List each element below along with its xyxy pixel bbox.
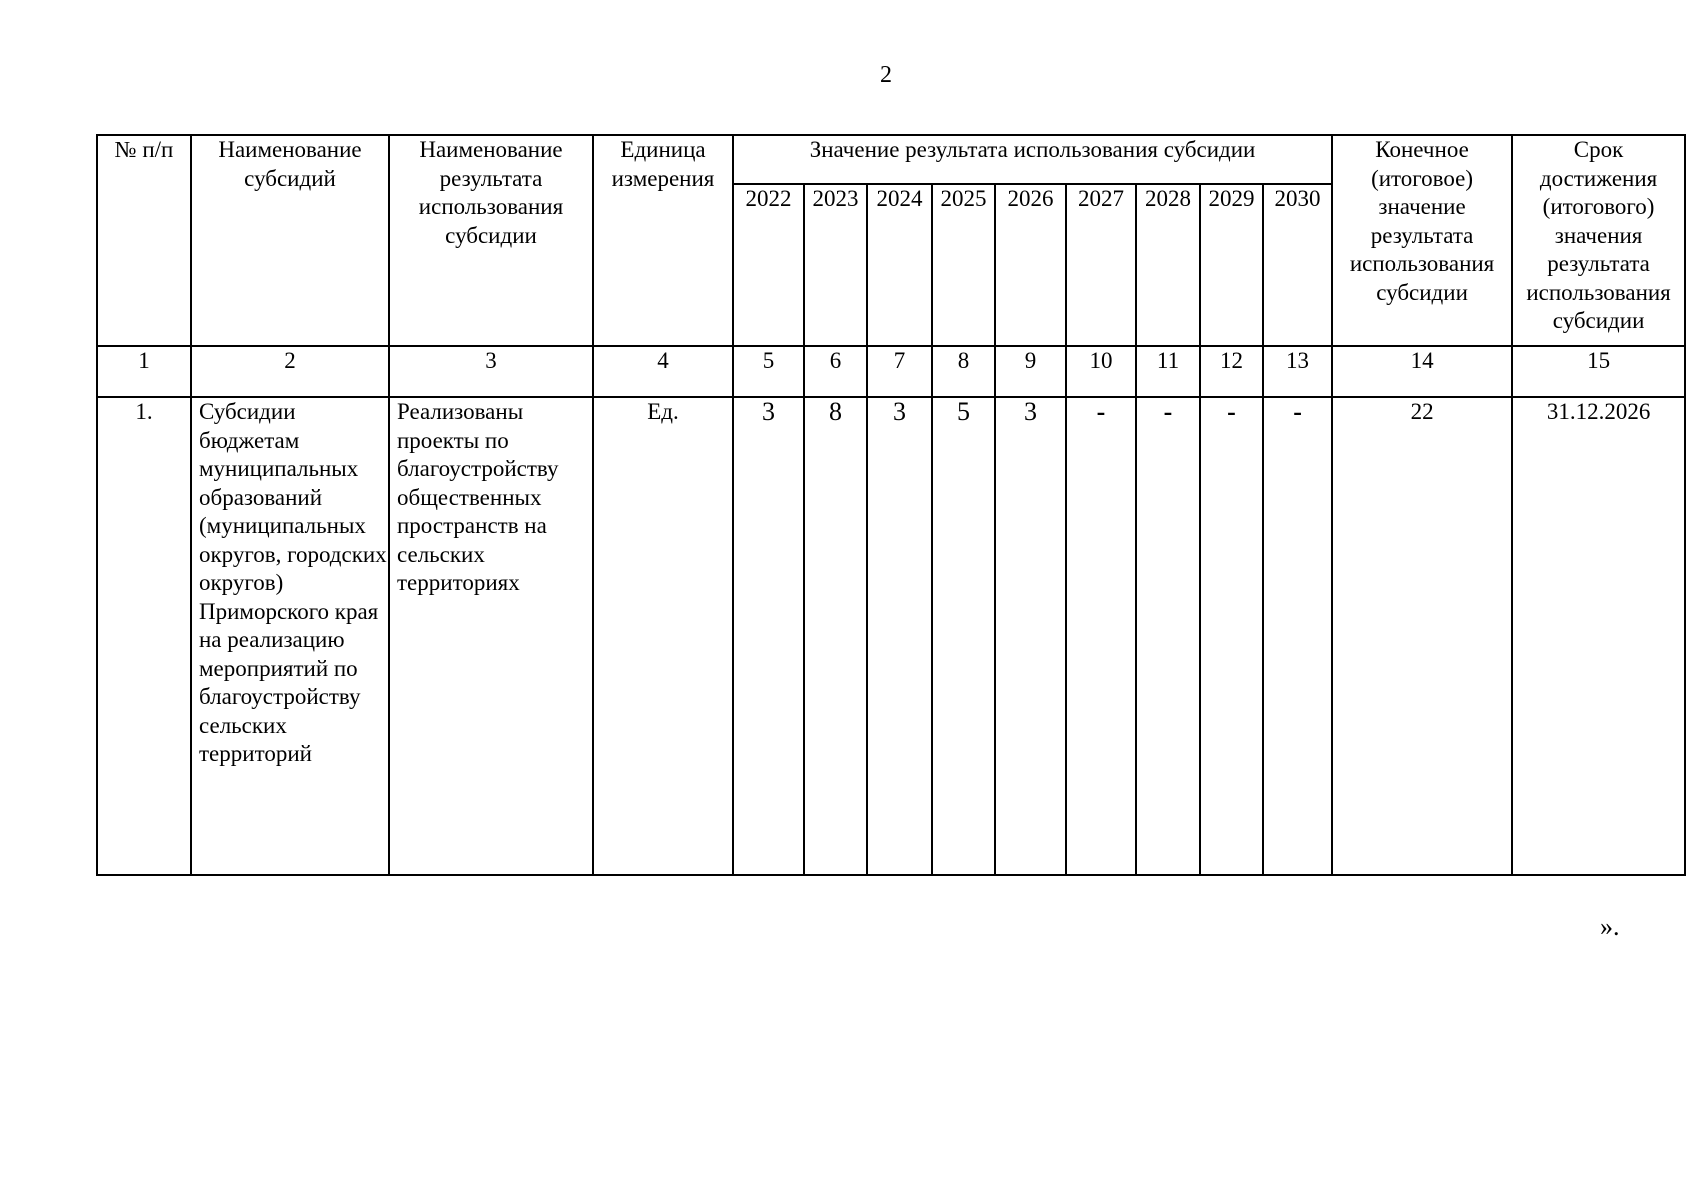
header-year: 2027 xyxy=(1066,184,1136,346)
row-number: 1. xyxy=(97,397,191,875)
header-year: 2028 xyxy=(1136,184,1200,346)
column-number: 11 xyxy=(1136,346,1200,397)
table-row xyxy=(97,397,1685,875)
value-2030: - xyxy=(1263,397,1332,875)
value-2028: - xyxy=(1136,397,1200,875)
header-year: 2023 xyxy=(804,184,867,346)
column-number: 7 xyxy=(867,346,932,397)
value-2024: 3 xyxy=(867,397,932,875)
header-result-name: Наименование результата использования субсидии xyxy=(389,135,593,346)
value-2025: 5 xyxy=(932,397,995,875)
result-name-cell: Реализованы проекты по благоустройству общественных пространств на сельских территориях xyxy=(389,397,593,875)
page-number: 2 xyxy=(880,62,892,88)
column-number: 12 xyxy=(1200,346,1263,397)
column-number: 9 xyxy=(995,346,1066,397)
column-number: 13 xyxy=(1263,346,1332,397)
header-year: 2022 xyxy=(733,184,804,346)
header-unit: Единица измерения xyxy=(593,135,733,346)
deadline-cell: 31.12.2026 xyxy=(1512,397,1685,875)
header-year: 2029 xyxy=(1200,184,1263,346)
value-2029: - xyxy=(1200,397,1263,875)
header-final-value: Конечное (итоговое) значение результата использования субсидии xyxy=(1332,135,1512,346)
header-year: 2024 xyxy=(867,184,932,346)
unit-cell: Ед. xyxy=(593,397,733,875)
column-number: 10 xyxy=(1066,346,1136,397)
column-number: 2 xyxy=(191,346,389,397)
header-result-values-group: Значение результата использования субсидии xyxy=(733,135,1332,184)
header-subsidy-name: Наименование субсидий xyxy=(191,135,389,346)
header-row xyxy=(97,135,1685,184)
value-2026: 3 xyxy=(995,397,1066,875)
column-number: 5 xyxy=(733,346,804,397)
header-deadline: Срок достижения (итогового) значения результата использования субсидии xyxy=(1512,135,1685,346)
header-year: 2026 xyxy=(995,184,1066,346)
final-value-cell: 22 xyxy=(1332,397,1512,875)
header-number: № п/п xyxy=(97,135,191,346)
column-number: 15 xyxy=(1512,346,1685,397)
closing-quote: ». xyxy=(1600,912,1620,941)
column-number: 6 xyxy=(804,346,867,397)
value-2027: - xyxy=(1066,397,1136,875)
subsidy-name-cell: Субсидии бюджетам муниципальных образований (муниципальных округов, городских округов) Приморского края на реализацию мероприятий по благоустройству сельских территорий xyxy=(191,397,389,875)
column-number: 14 xyxy=(1332,346,1512,397)
column-number: 1 xyxy=(97,346,191,397)
column-number: 8 xyxy=(932,346,995,397)
header-year: 2025 xyxy=(932,184,995,346)
column-number: 4 xyxy=(593,346,733,397)
column-numbers-row xyxy=(97,346,1685,397)
column-number: 3 xyxy=(389,346,593,397)
header-year: 2030 xyxy=(1263,184,1332,346)
subsidy-results-table xyxy=(96,134,1686,876)
value-2022: 3 xyxy=(733,397,804,875)
value-2023: 8 xyxy=(804,397,867,875)
